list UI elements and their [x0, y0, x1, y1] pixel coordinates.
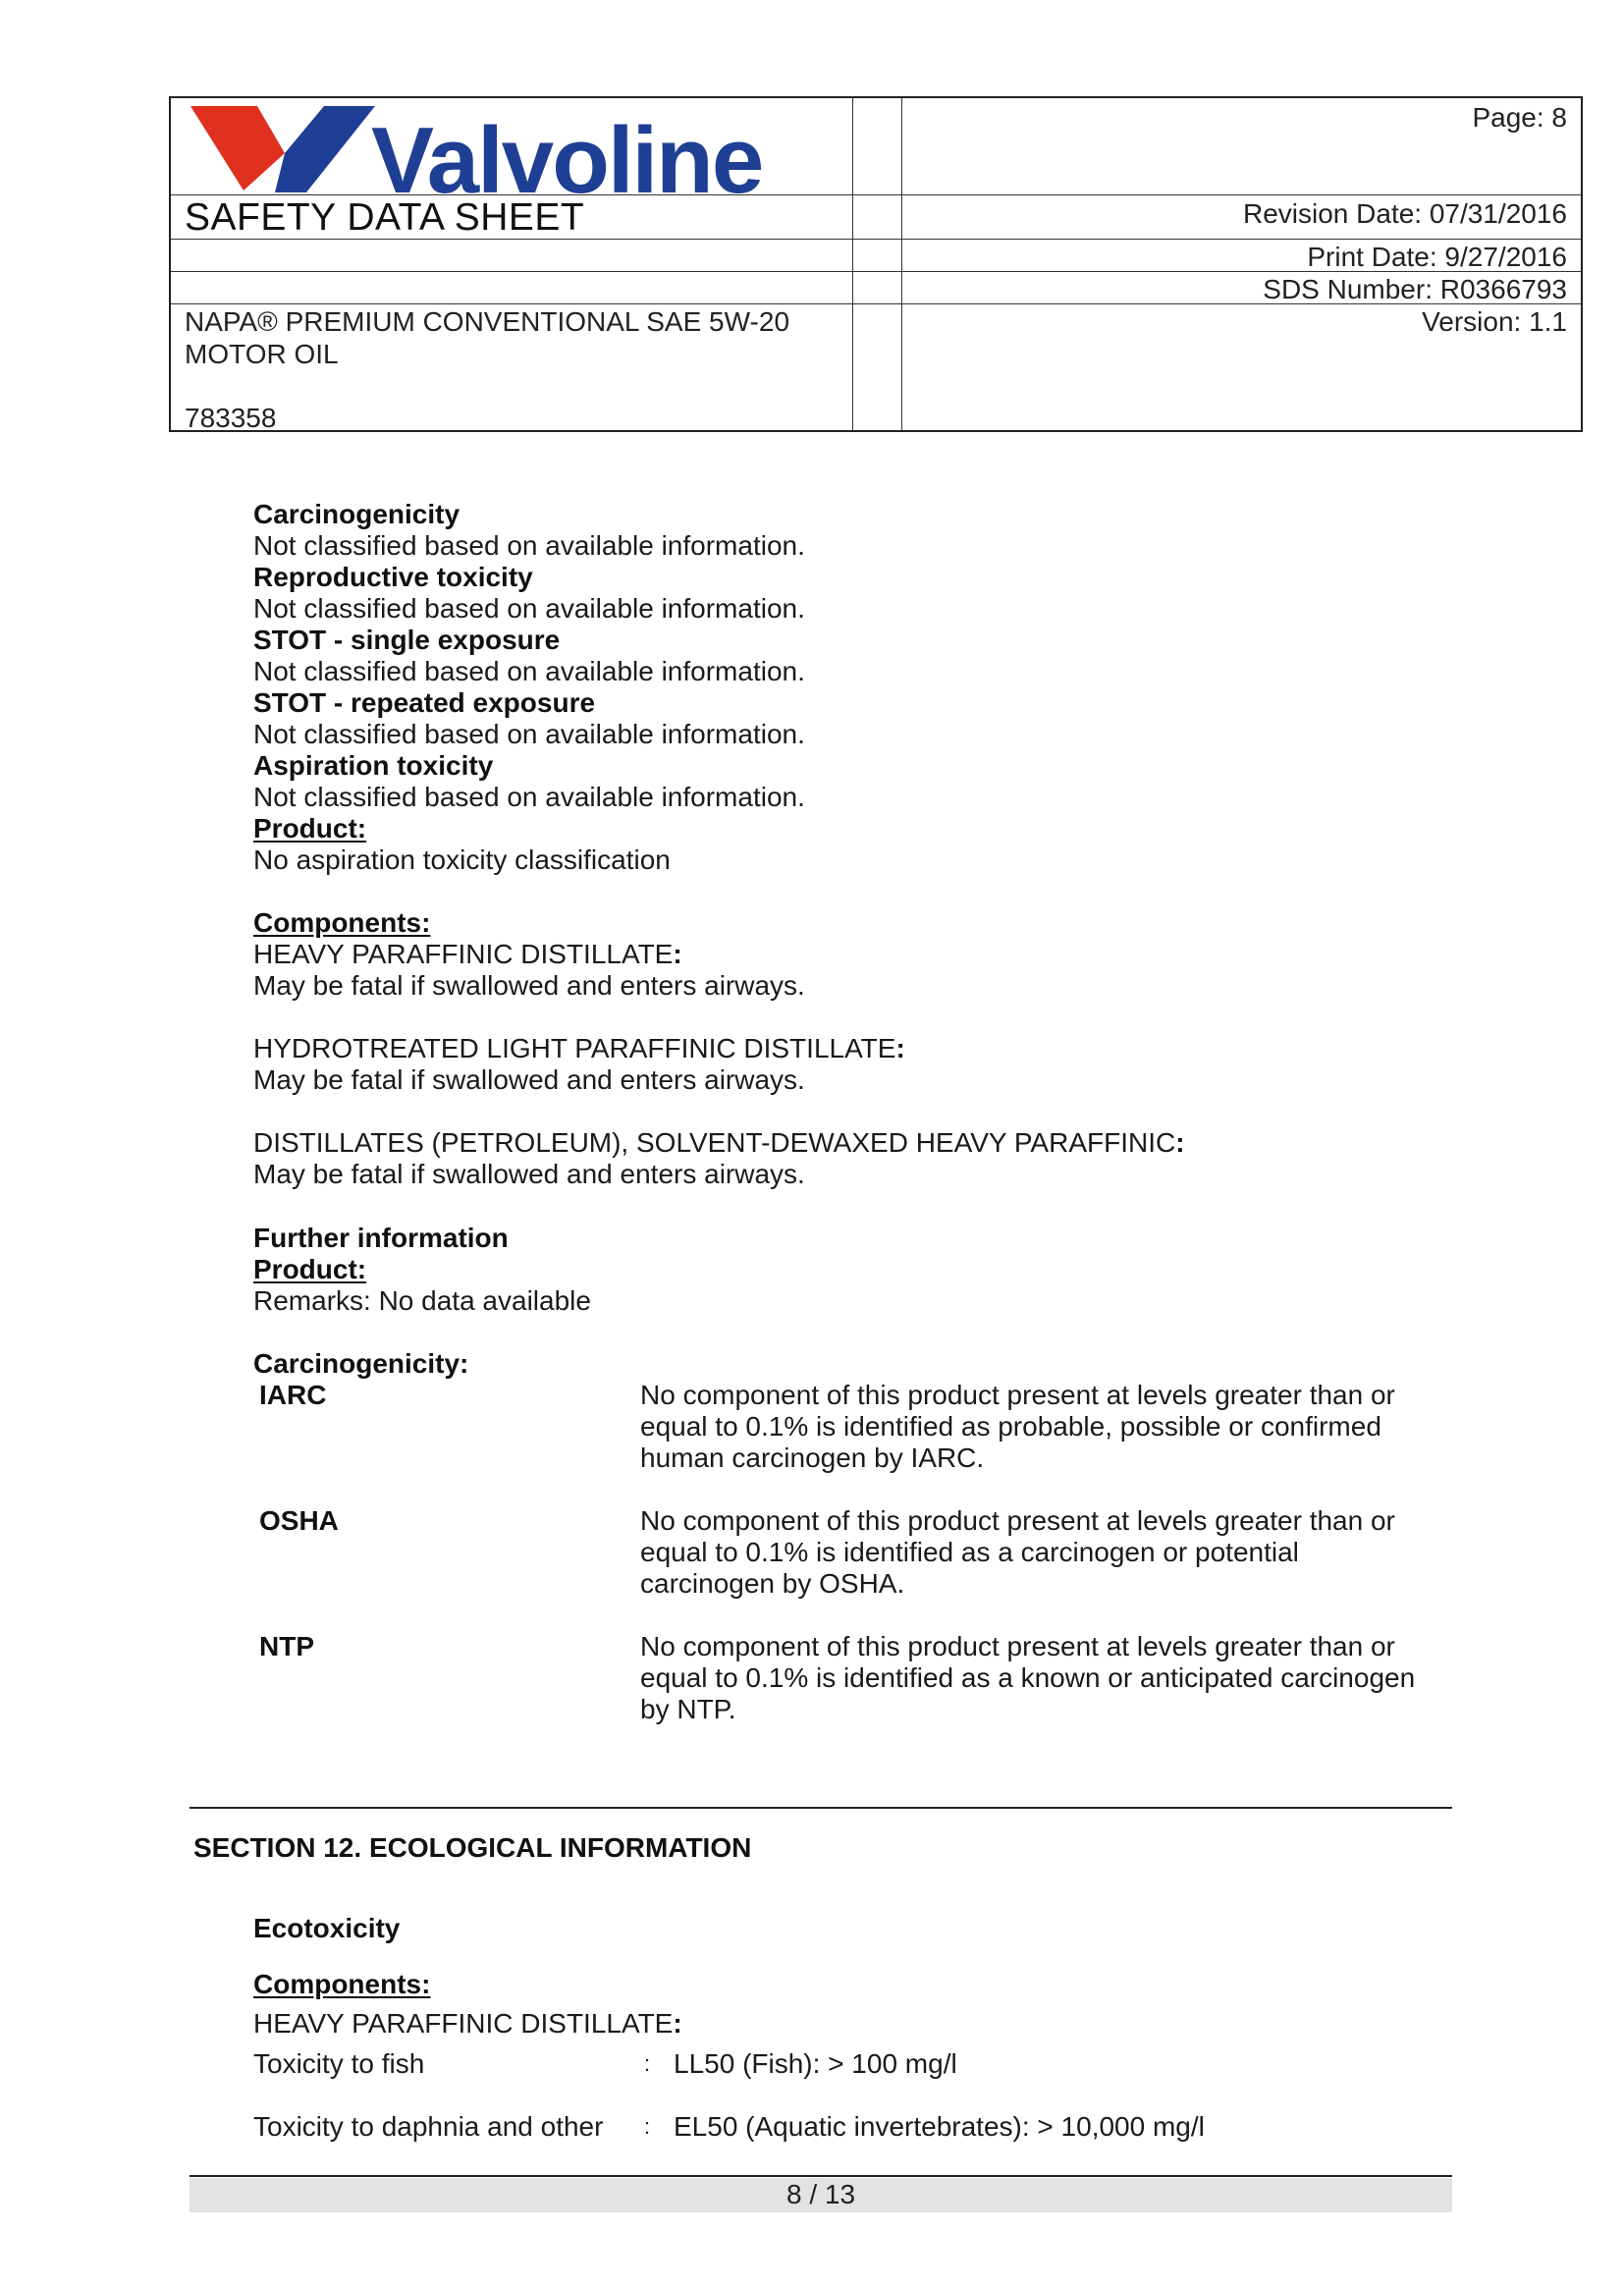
logo-wordmark: Valvoline — [371, 108, 763, 198]
component-name — [253, 939, 682, 970]
component-colon: : — [1175, 1127, 1185, 1158]
component-name-text: DISTILLATES (PETROLEUM), SOLVENT-DEWAXED HEAVY PARAFFINIC — [253, 1127, 1176, 1158]
eco-component-name — [253, 2008, 682, 2040]
aspiration-text: Not classified based on available information. — [253, 782, 805, 812]
stot-single-heading: STOT - single exposure — [253, 625, 561, 655]
product-text: No aspiration toxicity classification — [253, 844, 671, 875]
text-line: human carcinogen by IARC. — [640, 1442, 985, 1473]
component-name-text: HYDROTREATED LIGHT PARAFFINIC DISTILLATE — [253, 1033, 896, 1063]
text-line: equal to 0.1% is identified as a known or anticipated carcinogen — [640, 1662, 1416, 1693]
agency-text-ntp — [640, 1631, 1415, 1725]
eco-row-separator: : — [644, 2114, 651, 2139]
component-name — [253, 1033, 905, 1064]
eco-row-separator: : — [644, 2051, 651, 2076]
product-heading: Product: — [253, 813, 367, 844]
product-name-line2: MOTOR OIL — [185, 339, 339, 369]
carcinogenicity-text: Not classified based on available information. — [253, 530, 805, 561]
component-text: May be fatal if swallowed and enters airways. — [253, 1064, 805, 1095]
footer-divider — [189, 2175, 1452, 2177]
text-line: equal to 0.1% is identified as probable, possible or confirmed — [640, 1411, 1381, 1442]
page-indicator: 8 / 13 — [785, 2179, 856, 2209]
component-colon: : — [895, 1033, 905, 1063]
eco-components-heading: Components: — [253, 1969, 431, 1999]
text-line: No component of this product present at levels greater than or — [640, 1631, 1395, 1661]
logo-red-chevron — [190, 106, 285, 190]
agency-label-ntp: NTP — [259, 1631, 314, 1661]
stot-single-text: Not classified based on available information. — [253, 656, 805, 686]
further-product-heading: Product: — [253, 1254, 367, 1284]
text-line: carcinogen by OSHA. — [640, 1568, 905, 1599]
page-label: Page: 8 — [1472, 102, 1567, 133]
valvoline-logo — [189, 102, 817, 198]
aspiration-heading: Aspiration toxicity — [253, 750, 494, 781]
eco-row-value: LL50 (Fish): > 100 mg/l — [674, 2048, 957, 2079]
product-name-line1: NAPA® PREMIUM CONVENTIONAL SAE 5W-20 — [185, 306, 790, 337]
component-text: May be fatal if swallowed and enters airways. — [253, 970, 805, 1001]
stot-repeated-heading: STOT - repeated exposure — [253, 687, 596, 718]
further-product-text: Remarks: No data available — [253, 1285, 591, 1316]
eco-row-value: EL50 (Aquatic invertebrates): > 10,000 mg/l — [674, 2111, 1205, 2142]
agency-label-osha: OSHA — [259, 1505, 339, 1536]
component-text: May be fatal if swallowed and enters airways. — [253, 1159, 805, 1189]
eco-row-label: Toxicity to daphnia and other — [253, 2111, 604, 2142]
carcinogenicity-agencies-heading: Carcinogenicity: — [253, 1348, 469, 1379]
sds-header — [169, 96, 1583, 432]
revision-date: Revision Date: 07/31/2016 — [1243, 198, 1567, 229]
header-divider — [852, 98, 853, 430]
component-colon: : — [673, 939, 682, 969]
further-info-heading: Further information — [253, 1223, 509, 1253]
agency-text-osha — [640, 1505, 1395, 1600]
footer-bar — [189, 2178, 1452, 2212]
reproductive-heading: Reproductive toxicity — [253, 562, 533, 592]
agency-text-iarc — [640, 1380, 1395, 1474]
text-line: by NTP. — [640, 1694, 736, 1724]
header-divider — [901, 98, 902, 430]
text-line: No component of this product present at levels greater than or — [640, 1505, 1395, 1536]
product-code: 783358 — [185, 403, 277, 433]
carcinogenicity-heading: Carcinogenicity — [253, 499, 460, 529]
component-name — [253, 1127, 1185, 1159]
eco-row-label: Toxicity to fish — [253, 2048, 425, 2079]
reproductive-text: Not classified based on available information. — [253, 593, 805, 624]
print-date: Print Date: 9/27/2016 — [1307, 242, 1567, 272]
agency-label-iarc: IARC — [259, 1380, 327, 1410]
sds-number: SDS Number: R0366793 — [1263, 274, 1567, 304]
text-line: equal to 0.1% is identified as a carcinogen or potential — [640, 1537, 1299, 1567]
document-title: SAFETY DATA SHEET — [185, 196, 585, 239]
logo-blue-chevron — [275, 106, 375, 192]
components-heading: Components: — [253, 907, 431, 938]
section-12-title: SECTION 12. ECOLOGICAL INFORMATION — [193, 1832, 752, 1863]
eco-component-name-text: HEAVY PARAFFINIC DISTILLATE — [253, 2008, 674, 2039]
version: Version: 1.1 — [1422, 306, 1567, 337]
ecotoxicity-heading: Ecotoxicity — [253, 1913, 401, 1943]
component-name-text: HEAVY PARAFFINIC DISTILLATE — [253, 939, 674, 969]
text-line: No component of this product present at levels greater than or — [640, 1380, 1395, 1410]
section-divider — [189, 1807, 1452, 1809]
component-colon: : — [673, 2008, 682, 2039]
stot-repeated-text: Not classified based on available information. — [253, 719, 805, 749]
